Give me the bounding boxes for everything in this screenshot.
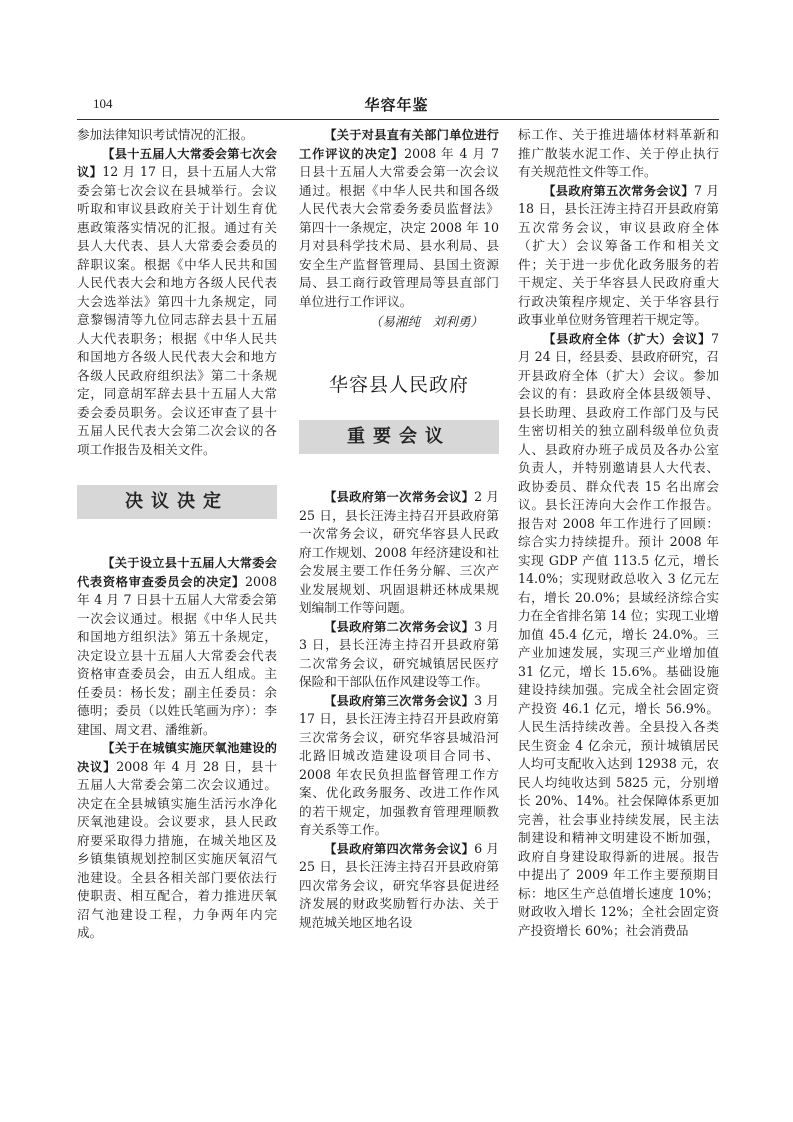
entry	[299, 618, 499, 692]
entry-body: 7 月 24 日，经县委、县政府研究，召开县政府全体（扩大）会议。参加会议的有：县政府全体县级领导、县长助理、县政府工作部门及与民生密切相关的独立副科级单位负责人、县政府办班子成员及各办公室负责人，并特别邀请县人大代表、政协委员、群众代表 15 名出席会议。县长汪涛向大会作工作报告。报告对 2008 年工作进行了回顾：综合实力持续提升。预计 2008 年实现 GDP 产值 113.5 亿元，增长 14.0%；实现财政总收入 3 亿元左右，增长 20.0%；县域经济综合实力在全省排名第 14 位；实现工业增加值 45.4 亿元，增长 24.0%。三产业加速发展，实现三产业增加值 31 亿元，增长 15.6%。基础设施建设持续加强。完成全社会固定资产投资 46.1 亿元，增长 56.9%。人民生活持续改善。全县投入各类民生资金 4 亿余元，预计城镇居民人均可支配收入达到 12938 元，农民人均纯收达到 5825 元，分别增长 20%、14%。社会保障体系更加完善，社会事业持续发展，民主法制建设和精神文明建设不断加强，政府自身建设取得新的进展。报告中提出了 2009 年工作主要预期目标：地区生产总值增长速度 10%；财政收入增长 12%；全社会固定资产投资增长 60%；社会消费品	[518, 330, 719, 938]
entry	[518, 182, 719, 330]
page-number: 104	[93, 96, 113, 111]
entry-heading: 【县政府全体（扩大）会议】	[543, 331, 711, 346]
author-signature: （易湘纯 刘利勇）	[369, 314, 483, 329]
entry	[299, 692, 499, 840]
entry-body: 3 月 17 日，县长汪涛主持召开县政府第三次常务会议，研究华容县城沿河北路旧城改造建设项目合同书、2008 年农民负担监督管理工作方案、优化政务服务、改进工作作风的若干规定，加强教育管理理顺教育关系等工作。	[299, 692, 499, 837]
entry	[299, 126, 499, 311]
entry-body: 7 月 18 日，县长汪涛主持召开县政府第五次常务会议，审议县政府全体（扩大）会议筹备工作和相关文件；关于进一步优化政务服务的若干规定、关于华容县人民政府重大行政决策程序规定、关于华容县行政事业单位财务管理若干规定等。	[518, 182, 719, 327]
entry-heading: 【关于设立县十五届人大常委会代表资格审查委员会的决定】	[77, 556, 277, 589]
entry-heading: 【关于在城镇实施厌氧池建设的决议】	[77, 741, 277, 774]
entry-body: 12 月 17 日，县十五届人大常委会第七次会议在县城举行。会议听取和审议县政府关于计划生育优惠政策落实情况的汇报。通过有关县人大代表、县人大常委会委员的辞职议案。根据《中华人民共和国人民代表大会和地方各级人民代表大会选举法》第四十九条规定，同意黎锡清等九位同志辞去县十五届人大代表职务；根据《中华人民共和国地方各级人民代表大会和地方各级人民政府组织法》第二十条规定，同意胡军辞去县十五届人大常委会委员职务。会议还审查了县十五届人民代表大会第二次会议的各项工作报告及相关文件。	[77, 164, 278, 457]
column-left	[77, 126, 277, 943]
entry	[518, 330, 719, 941]
entry-body: 2008 年 4 月 7 日县十五届人大常委会第一次会议通过。根据《中华人民共和国地方组织法》第五十条规定，决定设立县十五届人大常委会代表资格审查委员会，由五人组成。主任委员：杨长发；副主任委员：余德明；委员（以姓氏笔画为序）：李建国、周文君、潘维新。	[77, 573, 277, 737]
entry-heading: 【县政府第一次常务会议】	[324, 490, 475, 504]
entry-heading: 【县政府第四次常务会议】	[324, 841, 475, 856]
entry-heading: 【县政府第五次常务会议】	[543, 183, 694, 198]
paragraph: 参加法律知识考试情况的汇报。	[77, 127, 254, 142]
column-middle	[299, 126, 499, 932]
entry	[77, 739, 277, 943]
column-right	[518, 126, 719, 940]
entry	[299, 840, 499, 933]
entry	[299, 488, 499, 618]
entry-body: 2008 年 4 月 7 日县十五届人大常委会第一次会议通过。根据《中华人民共和国各级人民代表大会常委务委员监督法》第四十一条规定，决定 2008 年 10 月对县科学技术局、县水利局、县安全生产监督管理局、县国土资源局、县工商行政管理局等县直部门单位进行工作评议。	[299, 145, 500, 309]
entry-heading: 【县政府第三次常务会议】	[324, 693, 475, 708]
entry-body: 2008 年 4 月 28 日，县十五届人大常委会第二次会议通过。决定在全县城镇实施生活污水净化厌氧池建设。会议要求，县人民政府要采取得力措施，在城关地区及乡镇集镇规划控制区实施厌氧沼气池建设。全县各相关部门要依法行使职责、相互配合，着力推进厌氧沼气池建设工程，力争两年内完成。	[77, 758, 277, 940]
entry-body: 3 月 3 日，县长汪涛主持召开县政府第二次常务会议，研究城镇居民医疗保险和干部队伍作风建设等工作。	[299, 618, 499, 689]
entry-body: 6 月 25 日，县长汪涛主持召开县政府第四次常务会议，研究华容县促进经济发展的财政奖励暂行办法、关于规范城关地区地名设	[299, 840, 499, 930]
entry	[77, 554, 277, 739]
entry-heading: 【关于对县直有关部门单位进行工作评议的决定】	[299, 128, 499, 161]
entry	[77, 145, 277, 460]
section-banner: 重要会议	[299, 420, 499, 454]
entry-heading: 【县政府第二次常务会议】	[324, 619, 475, 634]
entry-body: 2 月 25 日，县长汪涛主持召开县政府第一次常务会议，研究华容县人民政府工作规划、2008 年经济建设和社会发展主要工作任务分解、三次产业发展规划、巩固退耕还林成果规划编制工作等问题。	[299, 489, 499, 615]
paragraph: 标工作、关于推进墙体材料革新和推广散装水泥工作、关于停止执行有关规范性文件等工作。	[518, 127, 719, 179]
entry-heading: 【县十五届人大常委会第七次会议】	[77, 146, 277, 179]
section-banner: 决议决定	[77, 485, 277, 519]
chapter-title: 华容县人民政府	[328, 373, 469, 396]
header-rule	[77, 119, 719, 120]
running-title: 华容年鉴	[364, 96, 429, 114]
